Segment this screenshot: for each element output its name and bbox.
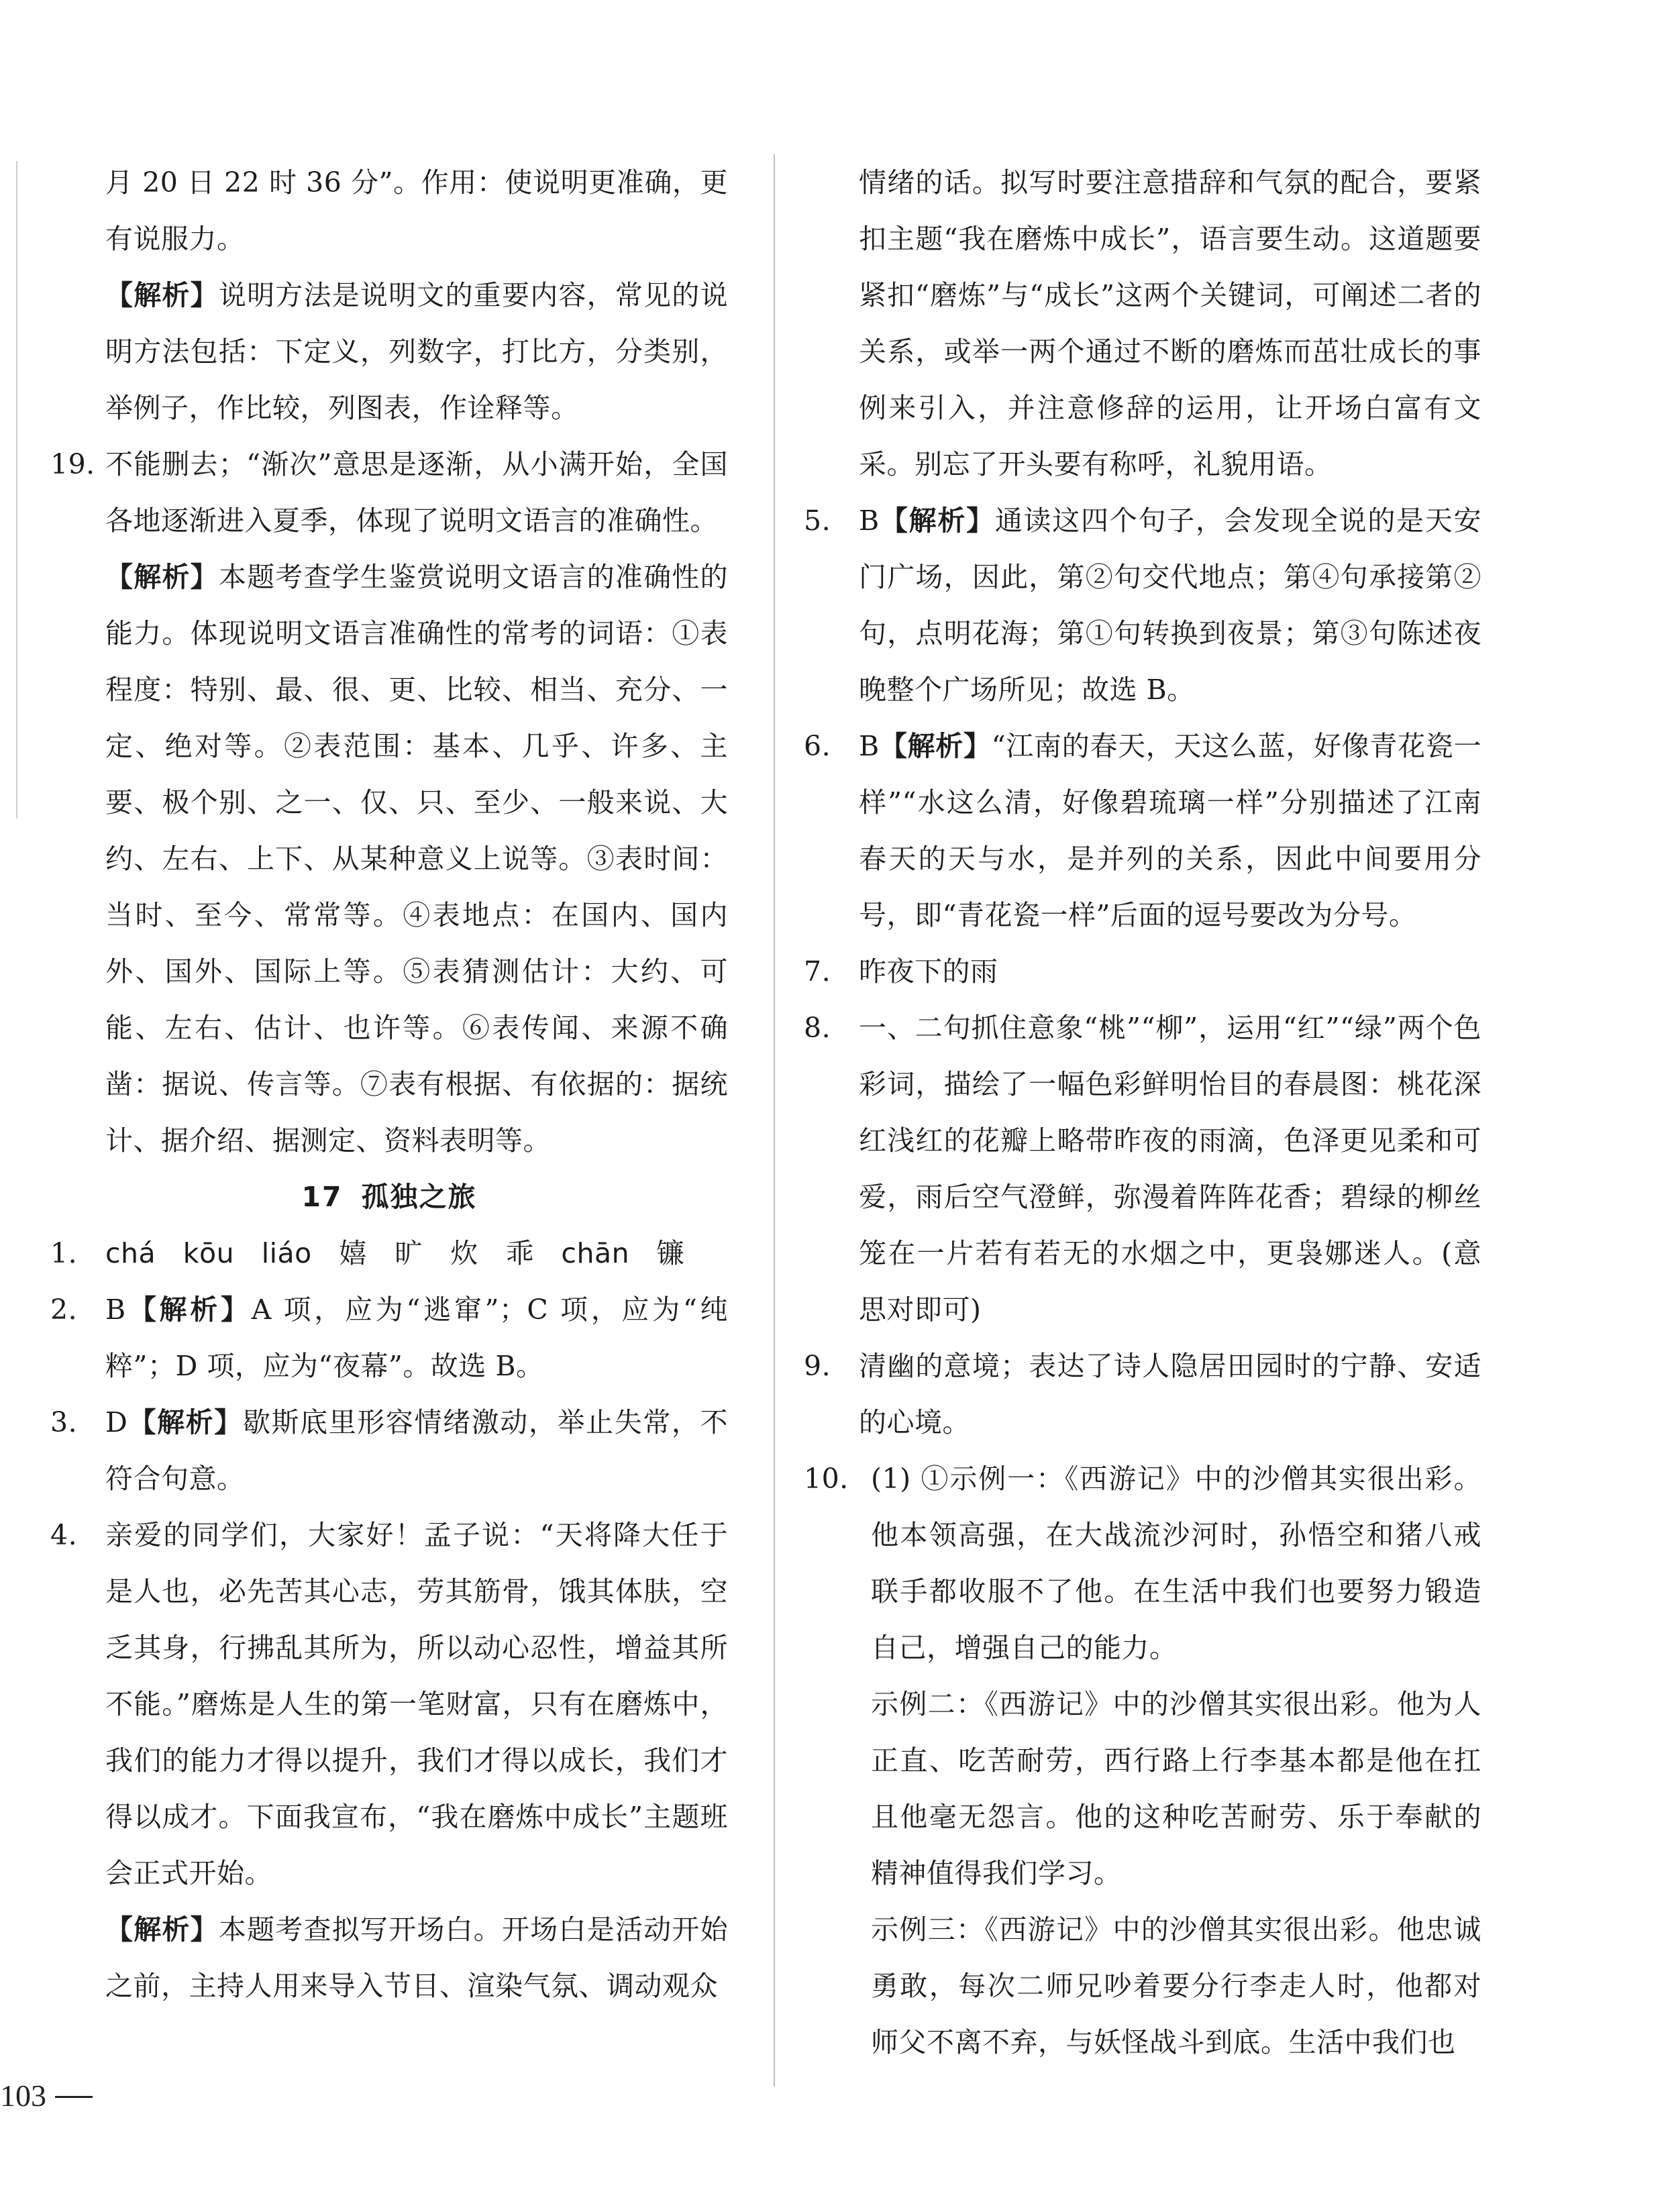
question-number: 1.: [50, 1237, 78, 1269]
q10-answer: [804, 1451, 1481, 1676]
q9-answer-text: 清幽的意境；表达了诗人隐居田园时的宁静、安适的心境。: [859, 1350, 1481, 1438]
analysis-tag: 【解析】: [879, 730, 992, 762]
pinyin: chá: [105, 1237, 156, 1269]
question-number: 5.: [804, 505, 831, 537]
question-number: 7.: [804, 955, 831, 988]
question-number: 10.: [804, 1463, 849, 1495]
q10-example-3: 示例三：《西游记》中的沙僧其实很出彩。他忠诚勇敢，每次二师兄吵着要分行李走人时，他都对师父不离不弃，与妖怪战斗到底。生活中我们也: [871, 1913, 1481, 2058]
section-title: 孤独之旅: [361, 1181, 477, 1213]
analysis-tag: 【解析】: [105, 561, 219, 593]
q2-analysis-text: A 项，应为“逃窜”；C 项，应为“纯粹”；D 项，应为“夜幕”。故选 B。: [105, 1294, 729, 1382]
question-number: 3.: [50, 1406, 78, 1438]
answer-letter: D: [105, 1406, 128, 1438]
answer-letter: B: [105, 1294, 126, 1326]
question-number: 4.: [50, 1519, 78, 1551]
left-margin-rule: [16, 161, 17, 819]
q19-analysis: [50, 549, 728, 1169]
hanzi: 镰: [656, 1237, 685, 1269]
q19-answer: [50, 436, 728, 549]
q1-answer: [50, 1225, 728, 1281]
pinyin: liáo: [261, 1237, 312, 1269]
q7-answer-text: 昨夜下的雨: [859, 955, 998, 988]
q18-analysis: [50, 267, 728, 436]
left-column: [50, 154, 728, 2014]
q4-analysis: [50, 1901, 728, 2014]
analysis-tag: 【解析】: [127, 1406, 243, 1438]
q4-analysis-continued: 情绪的话。拟写时要注意措辞和气氛的配合，要紧扣主题“我在磨炼中成长”，语言要生动。这道题要紧扣“磨炼”与“成长”这两个关键词，可阐述二者的关系，或举一两个通过不断的磨炼而茁壮成长的事例来引入，并注意修辞的运用，让开场白富有文采。别忘了开头要有称呼，礼貌用语。: [859, 166, 1481, 480]
q10-example-2: 示例二：《西游记》中的沙僧其实很出彩。他为人正直、吃苦耐劳，西行路上行李基本都是他在扛且他毫无怨言。他的这种吃苦耐劳、乐于奉献的精神值得我们学习。: [871, 1688, 1481, 1889]
page-number-dash: [55, 2096, 93, 2098]
q5-answer: [804, 492, 1481, 718]
q6-answer: [804, 718, 1481, 943]
question-number: 19.: [50, 448, 95, 480]
q8-answer: [804, 1000, 1481, 1338]
question-number: 6.: [804, 730, 831, 762]
q18-analysis-text: 说明方法是说明文的重要内容，常见的说明方法包括：下定义，列数字，打比方，分类别，举例子，作比较，列图表，作诠释等。: [105, 279, 729, 424]
q5-analysis-text: 通读这四个句子，会发现全说的是天安门广场，因此，第②句交代地点；第④句承接第②句，点明花海；第①句转换到夜景；第③句陈述夜晚整个广场所见；故选 B。: [859, 505, 1482, 706]
q4-answer-text: 亲爱的同学们，大家好！孟子说：“天将降大任于是人也，必先苦其心志，劳其筋骨，饿其体肤，空乏其身，行拂乱其所为，所以动心忍性，增益其所不能。”磨炼是人生的第一笔财富，只有在磨炼中，我们的能力才得以提升，我们才得以成长，我们才得以成才。下面我宣布，“我在磨炼中成长”主题班会正式开始。: [105, 1519, 728, 1889]
q4-answer: [50, 1507, 728, 1901]
q10-example-1: (1) ①示例一：《西游记》中的沙僧其实很出彩。他本领高强，在大战流沙河时，孙悟空和猪八戒联手都收服不了他。在生活中我们也要努力锻造自己，增强自己的能力。: [871, 1463, 1481, 1664]
q19-analysis-text: 本题考查学生鉴赏说明文语言的准确性的能力。体现说明文语言准确性的常考的词语：①表程度：特别、最、很、更、比较、相当、充分、一定、绝对等。②表范围：基本、几乎、许多、主要、极个别、之一、仅、只、至少、一般来说、大约、左右、上下、从某种意义上说等。③表时间：当时、至今、常常等。④表地点：在国内、国内外、国外、国际上等。⑤表猜测估计：大约、可能、左右、估计、也许等。⑥表传闻、来源不确凿：据说、传言等。⑦表有根据、有依据的：据统计、据介绍、据测定、资料表明等。: [105, 561, 729, 1157]
hanzi: 嬉 旷 炊 乖: [339, 1237, 534, 1269]
q8-answer-text: 一、二句抓住意象“桃”“柳”，运用“红”“绿”两个色彩词，描绘了一幅色彩鲜明怡目的春晨图：桃花深红浅红的花瓣上略带昨夜的雨滴，色泽更见柔和可爱，雨后空气澄鲜，弥漫着阵阵花香；碧绿的柳丝笼在一片若有若无的水烟之中，更袅娜迷人。(意思对即可): [859, 1012, 1481, 1326]
section-number: 17: [301, 1181, 343, 1213]
column-divider: [774, 154, 775, 2087]
answer-letter: B: [859, 730, 880, 762]
pinyin: kōu: [183, 1237, 235, 1269]
q6-analysis-text: “江南的春天，天这么蓝，好像青花瓷一样”“水这么清，好像碧琉璃一样”分别描述了江南春天的天与水，是并列的关系，因此中间要用分号，即“青花瓷一样”后面的逗号要改为分号。: [859, 730, 1481, 931]
right-column: [804, 154, 1481, 2070]
question-number: 8.: [804, 1012, 831, 1044]
q4-analysis-text: 本题考查拟写开场白。开场白是活动开始之前，主持人用来导入节目、渲染气氛、调动观众: [105, 1913, 729, 2002]
analysis-tag: 【解析】: [125, 1294, 252, 1326]
page-number: 103: [0, 2078, 46, 2113]
q3-answer: [50, 1394, 728, 1507]
analysis-tag: 【解析】: [879, 505, 995, 537]
question-number: 9.: [804, 1350, 831, 1382]
answer-letter: B: [859, 505, 880, 537]
q18-answer-continued: 月 20 日 22 时 36 分”。作用：使说明更准确，更有说服力。: [105, 166, 728, 255]
question-number: 2.: [50, 1294, 78, 1326]
q2-answer: [50, 1281, 728, 1394]
q7-answer: [804, 943, 1481, 1000]
analysis-tag: 【解析】: [105, 279, 219, 311]
section-heading: [50, 1169, 728, 1225]
q3-analysis-text: 歇斯底里形容情绪激动，举止失常，不符合句意。: [105, 1406, 729, 1495]
q9-answer: [804, 1338, 1481, 1451]
analysis-tag: 【解析】: [105, 1913, 219, 1946]
pinyin: chān: [561, 1237, 630, 1269]
q19-answer-text: 不能删去；“渐次”意思是逐渐，从小满开始，全国各地逐渐进入夏季，体现了说明文语言的准确性。: [105, 448, 728, 537]
